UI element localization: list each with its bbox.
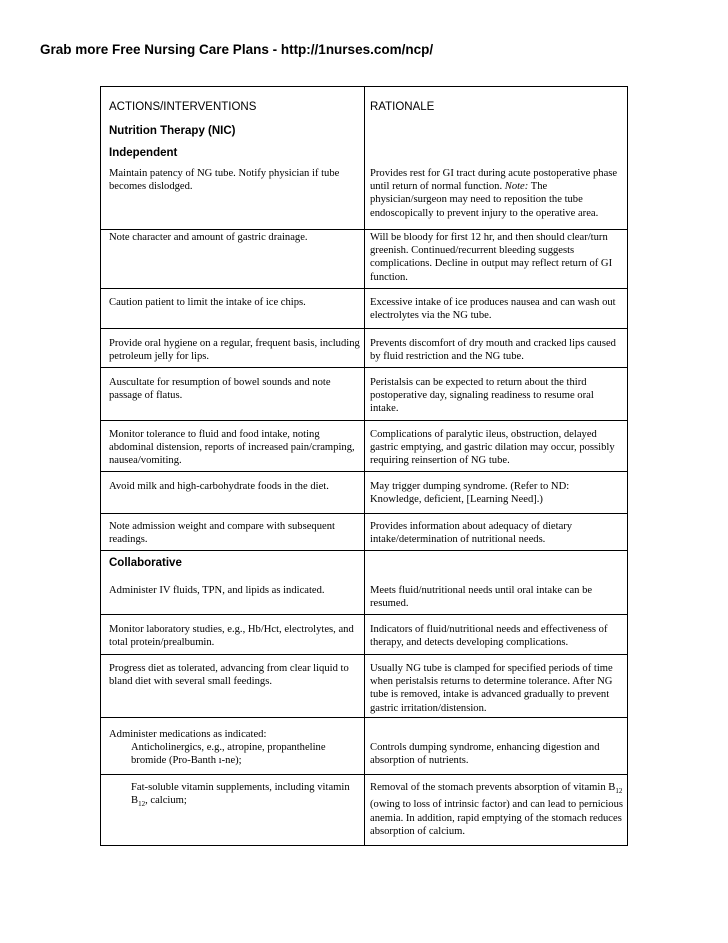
action-cell: Avoid milk and high-carbohydrate foods in the diet. (109, 481, 329, 492)
table-row (101, 337, 627, 368)
rationale-text: The physician/surgeon may need to reposition the tube endoscopically to prevent injury to the operative area. (370, 181, 599, 219)
rationale-cell (370, 781, 623, 838)
rationale-cell: Controls dumping syndrome, enhancing digestion and absorption of nutrients. (370, 742, 600, 767)
table-row (101, 376, 627, 421)
independent-label: Independent (109, 147, 178, 159)
table-row (101, 728, 627, 775)
rationale-cell: Peristalsis can be expected to return about the third postoperative day, signaling readiness to resume oral intake. (370, 377, 594, 415)
action-cell: Maintain patency of NG tube. Notify physician if tube becomes dislodged. (109, 168, 340, 193)
table-row (101, 662, 627, 718)
table-row (101, 480, 627, 514)
table-row (101, 520, 627, 551)
rationale-cell: Usually NG tube is clamped for specified periods of time when peristalsis returns to determine tolerance. After NG tube is removed, intake is advanced gradually to prevent gastric irritation/distension. (370, 663, 613, 714)
rationale-cell (370, 167, 623, 220)
site-banner: Grab more Free Nursing Care Plans - http://1nurses.com/ncp/ (40, 42, 434, 57)
medication-item (109, 781, 361, 812)
care-plan-table (100, 86, 628, 846)
column-header-rationale: RATIONALE (370, 101, 435, 113)
rationale-text: Provides rest for GI tract during acute postoperative phase until return of normal function. (370, 168, 618, 193)
rationale-cell: Prevents discomfort of dry mouth and cracked lips caused by fluid restriction and the NG tube. (370, 338, 616, 363)
table-row (101, 623, 627, 655)
action-cell: Note character and amount of gastric drainage. (109, 232, 308, 243)
table-row (101, 428, 627, 472)
table-row (101, 231, 627, 289)
subscript: 12 (138, 800, 146, 809)
subscript: 12 (615, 787, 623, 796)
rationale-cell: May trigger dumping syndrome. (Refer to ND: Knowledge, deficient, [Learning Need].) (370, 481, 570, 506)
action-cell (109, 781, 361, 812)
rationale-cell: Will be bloody for first 12 hr, and then should clear/turn greenish. Continued/recurrent bleeding suggests complications. Decline in output may reflect return of GI function. (370, 232, 613, 283)
action-cell: Administer IV fluids, TPN, and lipids as indicated. (109, 585, 325, 596)
rationale-cell: Provides information about adequacy of dietary intake/determination of nutritional needs. (370, 521, 573, 546)
action-cell (109, 728, 361, 768)
medications-intro: Administer medications as indicated: (109, 729, 267, 740)
action-cell: Monitor tolerance to fluid and food intake, noting abdominal distension, reports of increased pain/cramping, nausea/vomiting. (109, 429, 355, 467)
column-header-actions: ACTIONS/INTERVENTIONS (109, 101, 257, 113)
rationale-text: Removal of the stomach prevents absorption of vitamin B (370, 782, 616, 793)
section-title: Nutrition Therapy (NIC) (109, 125, 236, 137)
table-row (101, 584, 627, 615)
table-row (101, 296, 627, 329)
action-cell: Provide oral hygiene on a regular, frequent basis, including petroleum jelly for lips. (109, 338, 360, 363)
medication-item: Anticholinergics, e.g., atropine, propantheline bromide (Pro-Banth ı-ne); (131, 742, 326, 767)
medication-text: Fat-soluble vitamin supplements, including vitamin B (131, 782, 350, 807)
medication-text: , calcium; (145, 795, 187, 807)
table-row (101, 167, 627, 230)
action-cell: Progress diet as tolerated, advancing from clear liquid to bland diet with several small feedings. (109, 663, 349, 688)
rationale-cell: Meets fluid/nutritional needs until oral intake can be resumed. (370, 585, 593, 610)
action-cell: Note admission weight and compare with subsequent readings. (109, 521, 335, 546)
rationale-cell: Complications of paralytic ileus, obstruction, delayed gastric emptying, and gastric dilation may occur, possibly requiring reinsertion of NG tube. (370, 429, 615, 467)
rationale-cell: Excessive intake of ice produces nausea and can wash out electrolytes via the NG tube. (370, 297, 616, 322)
action-cell: Caution patient to limit the intake of ice chips. (109, 297, 306, 308)
table-row (101, 781, 627, 841)
rationale-cell: Indicators of fluid/nutritional needs and effectiveness of therapy, and detects developing complications. (370, 624, 608, 649)
action-cell: Auscultate for resumption of bowel sounds and note passage of flatus. (109, 377, 331, 402)
action-cell: Monitor laboratory studies, e.g., Hb/Hct, electrolytes, and total protein/prealbumin. (109, 624, 354, 649)
collaborative-label: Collaborative (109, 557, 182, 569)
rationale-text: (owing to loss of intrinsic factor) and can lead to pernicious anemia. In addition, rapid emptying of the stomach reduces absorption of calcium. (370, 799, 624, 837)
rationale-note: Note: (504, 181, 529, 193)
